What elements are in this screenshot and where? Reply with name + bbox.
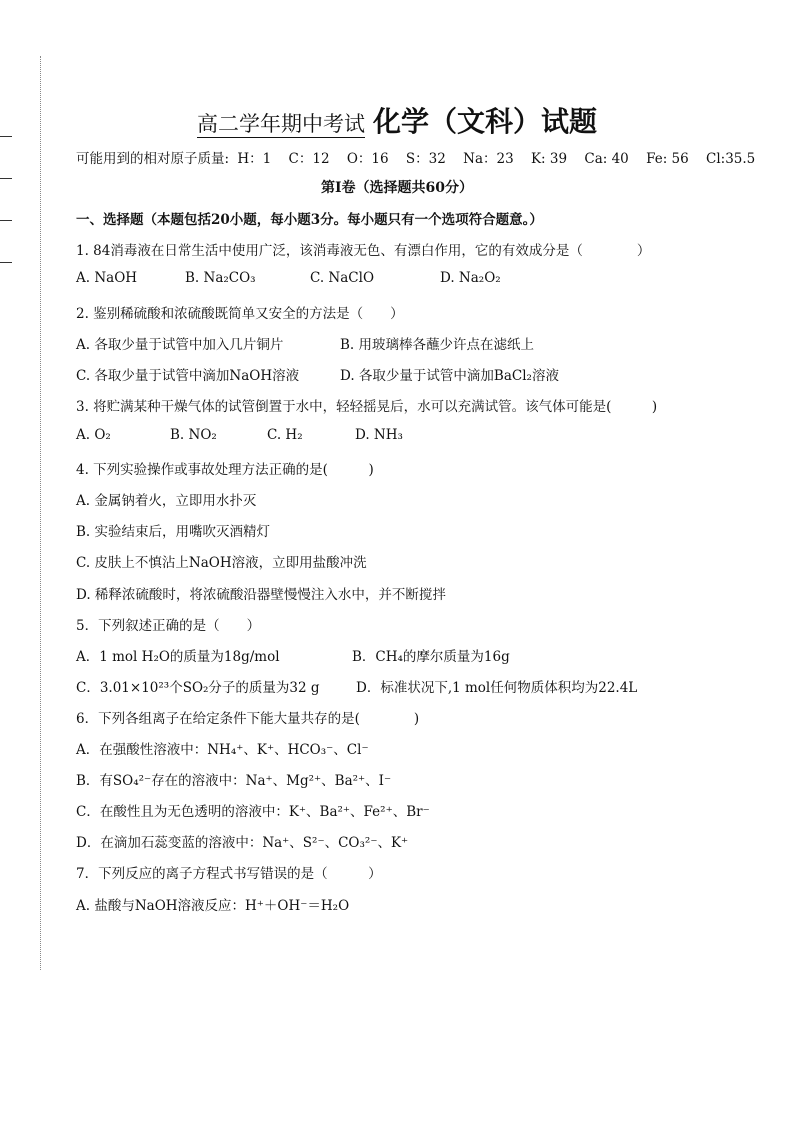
question-4-option-d: D. 稀释浓硫酸时，将浓硫酸沿器壁慢慢注入水中，并不断搅拌 xyxy=(76,587,446,603)
question-3-option-b: B. NO₂ xyxy=(170,427,217,443)
question-1-option-a: A. NaOH xyxy=(76,270,138,286)
question-6-option-a: A．在强酸性溶液中：NH₄⁺、K⁺、HCO₃⁻、Cl⁻ xyxy=(76,742,369,758)
question-6-option-c: C．在酸性且为无色透明的溶液中：K⁺、Ba²⁺、Fe²⁺、Br⁻ xyxy=(76,804,430,820)
atomic-mass-c: C：12 xyxy=(288,151,330,167)
question-2-option-b: B. 用玻璃棒各蘸少许点在滤纸上 xyxy=(340,337,535,353)
section-title: 第Ⅰ卷（选择题共60分） xyxy=(320,180,474,196)
atomic-mass-ca: Ca: 40 xyxy=(584,151,629,167)
question-7-stem: 7．下列反应的离子方程式书写错误的是（ ） xyxy=(76,866,382,882)
exam-title-subject: 化学（文科） xyxy=(372,105,541,138)
atomic-mass-k: K: 39 xyxy=(530,151,568,167)
question-3-option-c: C. H₂ xyxy=(267,427,303,443)
question-6-option-b: B．有SO₄²⁻存在的溶液中：Na⁺、Mg²⁺、Ba²⁺、I⁻ xyxy=(76,773,392,789)
question-2-stem: 2. 鉴别稀硫酸和浓硫酸既简单又安全的方法是（ ） xyxy=(76,306,404,322)
question-1-stem: 1. 84消毒液在日常生活中使用广泛，该消毒液无色、有漂白作用，它的有效成分是（ ） xyxy=(76,243,651,259)
question-2-option-c: C. 各取少量于试管中滴加NaOH溶液 xyxy=(76,368,300,384)
question-3-option-a: A. O₂ xyxy=(76,427,111,443)
exam-title-part1: 高二学年期中考试 xyxy=(196,112,365,136)
question-4-option-a: A. 金属钠着火，立即用水扑灭 xyxy=(76,493,257,509)
atomic-mass-label: 可能用到的相对原子质量: xyxy=(76,151,230,167)
exam-title xyxy=(0,100,794,140)
atomic-mass-na: Na：23 xyxy=(463,151,514,167)
question-3-stem: 3. 将贮满某种干燥气体的试管倒置于水中，轻轻摇晃后，水可以充满试管。该气体可能是( ) xyxy=(76,399,658,415)
question-4-stem: 4. 下列实验操作或事故处理方法正确的是( ) xyxy=(76,462,374,478)
question-1-option-b: B. Na₂CO₃ xyxy=(185,270,256,286)
question-5-option-d: D．标准状况下,1 mol任何物质体积均为22.4L xyxy=(356,680,638,696)
question-2-option-d: D. 各取少量于试管中滴加BaCl₂溶液 xyxy=(340,368,559,384)
question-6-option-d: D．在滴加石蕊变蓝的溶液中：Na⁺、S²⁻、CO₃²⁻、K⁺ xyxy=(76,835,409,851)
question-7-option-a: A. 盐酸与NaOH溶液反应：H⁺＋OH⁻＝H₂O xyxy=(76,898,350,914)
question-5-option-a: A．1 mol H₂O的质量为18g/mol xyxy=(76,649,280,665)
question-1-option-d: D. Na₂O₂ xyxy=(440,270,501,286)
atomic-mass-o: O：16 xyxy=(346,151,389,167)
atomic-mass-fe: Fe: 56 xyxy=(646,151,689,167)
atomic-mass-cl: Cl:35.5 xyxy=(706,151,756,167)
atomic-mass-line xyxy=(76,147,755,167)
question-5-stem: 5．下列叙述正确的是（ ） xyxy=(76,618,261,634)
question-5-option-c: C．3.01×10²³个SO₂分子的质量为32 g xyxy=(76,680,320,696)
question-2-option-a: A. 各取少量于试管中加入几片铜片 xyxy=(76,337,284,353)
atomic-mass-h: H：1 xyxy=(237,151,272,167)
question-3-option-d: D. NH₃ xyxy=(355,427,403,443)
question-6-stem: 6．下列各组离子在给定条件下能大量共存的是( ) xyxy=(76,711,420,727)
exam-title-suffix: 试题 xyxy=(541,105,598,138)
question-1-option-c: C. NaClO xyxy=(310,270,375,286)
section-instruction: 一、选择题（本题包括20小题，每小题3分。每小题只有一个选项符合题意。） xyxy=(76,212,543,228)
question-5-option-b: B．CH₄的摩尔质量为16g xyxy=(352,649,510,665)
question-4-option-c: C. 皮肤上不慎沾上NaOH溶液，立即用盐酸冲洗 xyxy=(76,555,367,571)
question-4-option-b: B. 实验结束后，用嘴吹灭酒精灯 xyxy=(76,524,271,540)
atomic-mass-s: S：32 xyxy=(405,151,446,167)
binding-tick xyxy=(0,262,12,263)
binding-tick xyxy=(0,220,12,221)
